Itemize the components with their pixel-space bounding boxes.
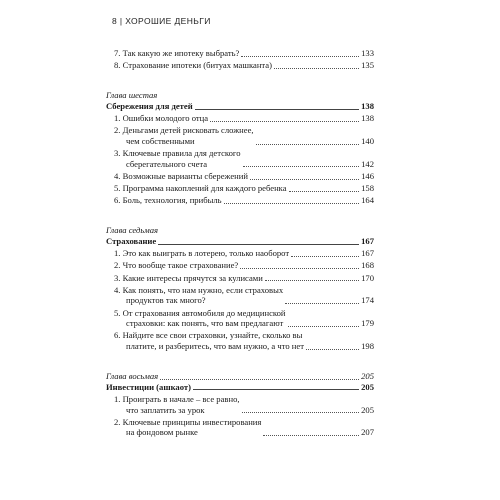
toc-leader-dots [263, 435, 359, 436]
chapter6-rule [195, 109, 359, 110]
toc-entry-line: 6. Найдите все свои страховки, узнайте, сколько вы [114, 330, 303, 341]
toc-entry-line: 7. Так какую же ипотеку выбрать? [114, 48, 240, 58]
chapter7-title: Страхование [106, 236, 157, 247]
toc-entry-page: 205 [361, 404, 374, 415]
toc-entry-title [114, 125, 254, 146]
toc-leader-dots [306, 349, 359, 350]
chapter7-entry-list [106, 248, 374, 353]
toc-leader-dots [241, 56, 359, 57]
chapter8-page: 205 [361, 381, 374, 392]
toc-entry-title [114, 416, 262, 438]
toc-leader-dots [242, 412, 360, 413]
toc-entry-line: 1. Это как выиграть в лотерею, только наоборот [114, 248, 290, 259]
toc-entry-page: 133 [361, 48, 374, 58]
toc-entry-line: 2. Ключевые принципы инвестирования [114, 416, 262, 427]
toc-entry-title [114, 272, 263, 284]
chapter6-title: Сбережения для детей [106, 100, 193, 111]
toc-entry-title [114, 148, 241, 169]
toc-entry-title [114, 393, 240, 415]
toc-leader-dots [265, 280, 359, 281]
toc-entry-page: 170 [361, 272, 374, 283]
toc-entry[interactable] [106, 285, 374, 308]
toc-entry-line: 5. От страхования автомобиля до медицинской [114, 307, 286, 318]
chapter7-title-row[interactable] [106, 236, 374, 248]
toc-entry-page: 174 [361, 295, 374, 306]
top-entry-list [106, 48, 374, 72]
chapter8-title-row[interactable] [106, 382, 374, 394]
toc-entry[interactable] [106, 148, 374, 171]
toc-entry[interactable] [106, 195, 374, 207]
toc-entry-page: 164 [361, 195, 374, 206]
toc-entry-line: чем собственными [126, 135, 195, 146]
toc-entry[interactable] [106, 308, 374, 331]
toc-leader-dots [291, 256, 359, 257]
toc-entry-line: 2. Деньгами детей рисковать сложнее, [114, 125, 254, 136]
toc-leader-dots [256, 144, 360, 145]
toc-entry[interactable] [106, 183, 374, 195]
toc-entry-page: 158 [361, 183, 374, 194]
toc-leader-dots [210, 121, 359, 122]
toc-entry-title [114, 248, 290, 259]
toc-entry-title [114, 307, 286, 329]
toc-entry[interactable] [106, 273, 374, 285]
chapter8-label-page: 205 [361, 371, 374, 382]
toc-leader-dots [288, 326, 360, 327]
chapter6-entry-list [106, 113, 374, 207]
toc-entry[interactable] [106, 125, 374, 148]
toc-entry-line: 1. Ошибки молодого отца [114, 113, 209, 124]
toc-entry-page: 168 [361, 260, 374, 271]
toc-entry-line: 3. Ключевые правила для детского [114, 148, 241, 159]
chapter8-label-dots [160, 379, 359, 380]
toc-entry-line: 1. Проиграть в начале – все равно, [114, 393, 240, 404]
toc-entry-line: 3. Какие интересы прячутся за кулисами [114, 272, 263, 283]
chapter7-page: 167 [361, 236, 374, 247]
toc-entry-title [114, 183, 287, 194]
chapter8-label-text: Глава восьмая [106, 371, 159, 382]
toc-entry-line: страховки: как понять, что вам предлагают [126, 318, 284, 329]
toc-entry[interactable] [106, 113, 374, 125]
toc-entry-page: 135 [361, 60, 374, 71]
toc-leader-dots [243, 166, 360, 167]
chapter6-title-row[interactable] [106, 101, 374, 113]
table-of-contents [106, 48, 374, 440]
toc-entry-line: что заплатить за урок [126, 404, 205, 415]
toc-entry-line: 4. Как понять, что нам нужно, если страховых [114, 284, 284, 295]
toc-entry-line: платите, и разберитесь, что вам нужно, а что нет [126, 340, 304, 351]
toc-entry-line: 5. Программа накоплений для каждого ребенка [114, 183, 287, 194]
chapter8-rule [193, 389, 359, 390]
toc-leader-dots [289, 191, 360, 192]
toc-leader-dots [274, 68, 359, 69]
toc-entry-line: 4. Возможные варианты сбережений [114, 170, 248, 181]
toc-entry-page: 140 [361, 135, 374, 146]
chapter7-label [106, 225, 374, 236]
chapter6-page: 138 [361, 100, 374, 111]
toc-leader-dots [240, 268, 359, 269]
chapter6-label-text: Глава шестая [106, 90, 158, 101]
chapter7-rule [158, 244, 359, 245]
chapter6-label [106, 90, 374, 101]
toc-entry-page: 138 [361, 113, 374, 124]
chapter7-label-text: Глава седьмая [106, 225, 159, 236]
toc-entry[interactable] [106, 394, 374, 417]
toc-leader-dots [224, 203, 360, 204]
toc-leader-dots [285, 303, 359, 304]
toc-entry-line: продуктов так много? [126, 295, 206, 306]
toc-entry-line: 2. Что вообще такое страхование? [114, 260, 239, 271]
toc-leader-dots [250, 179, 359, 180]
toc-entry[interactable] [106, 171, 374, 183]
toc-entry-line: 8. Страхование ипотеки (битуах машканта) [114, 60, 272, 71]
toc-entry-page: 142 [361, 158, 374, 169]
toc-entry[interactable] [106, 48, 374, 60]
toc-entry-page: 179 [361, 318, 374, 329]
toc-entry[interactable] [106, 417, 374, 440]
toc-entry-line: 6. Боль, технология, прибыль [114, 195, 222, 206]
toc-entry-page: 167 [361, 248, 374, 259]
toc-entry[interactable] [106, 248, 374, 260]
toc-entry-page: 198 [361, 340, 374, 351]
running-header: 8 | ХОРОШИЕ ДЕНЬГИ [112, 16, 211, 26]
toc-entry-page: 146 [361, 170, 374, 181]
toc-entry[interactable] [106, 330, 374, 353]
toc-entry-title [114, 170, 248, 182]
toc-entry-title [114, 260, 239, 271]
toc-entry-line: на фондовом рынке [126, 427, 198, 438]
toc-entry[interactable] [106, 60, 374, 72]
toc-entry-title [114, 195, 222, 206]
toc-entry[interactable] [106, 260, 374, 272]
toc-entry-title [114, 113, 209, 124]
toc-entry-title [114, 48, 240, 59]
chapter8-entry-list [106, 394, 374, 440]
toc-entry-title [114, 330, 304, 351]
toc-entry-page: 207 [361, 427, 374, 438]
toc-entry-title [114, 60, 272, 71]
chapter8-title: Инвестиции (ашкаот) [106, 381, 191, 392]
toc-entry-title [114, 284, 284, 306]
chapter8-label [106, 371, 374, 382]
toc-entry-line: сберегательного счета [126, 158, 208, 169]
